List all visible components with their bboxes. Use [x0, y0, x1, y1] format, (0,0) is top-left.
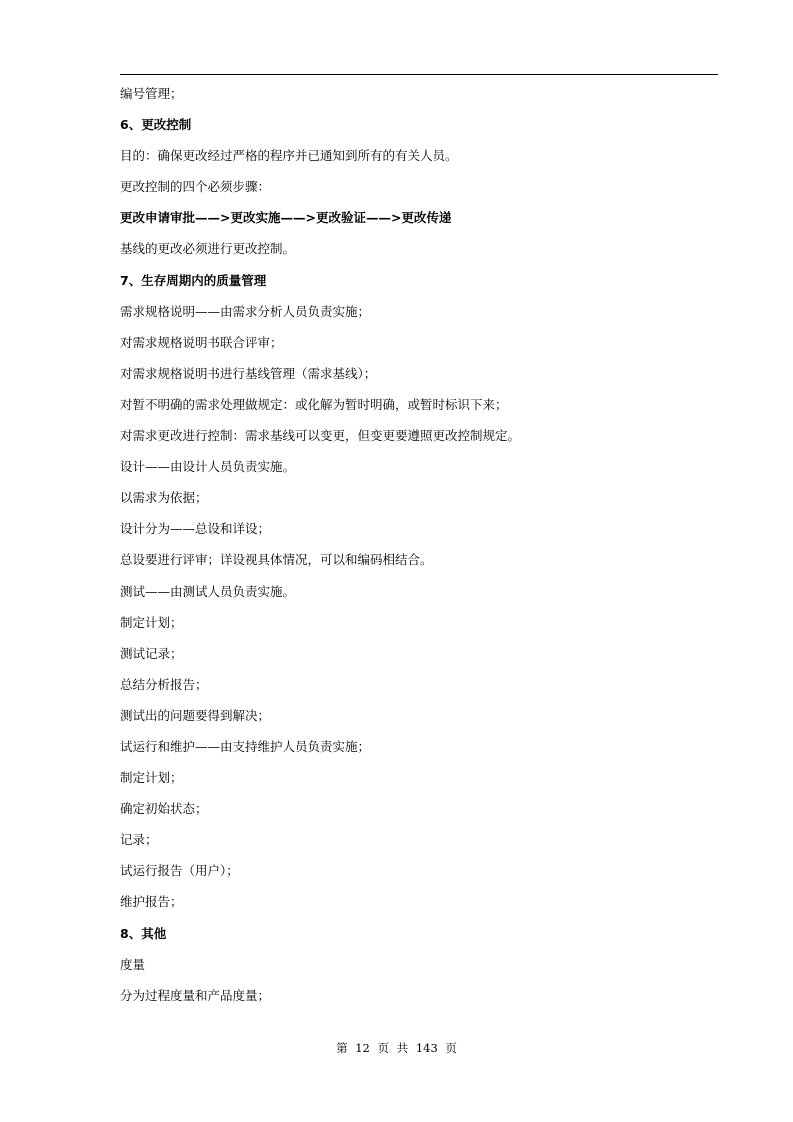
body-paragraph: 对需求规格说明书进行基线管理（需求基线）；	[120, 365, 377, 381]
body-paragraph: 总结分析报告；	[120, 676, 208, 692]
body-paragraph: 测试出的问题要得到解决；	[120, 707, 271, 723]
body-paragraph: 测试——由测试人员负责实施。	[120, 583, 296, 599]
body-paragraph: 设计分为——总设和详设；	[120, 521, 271, 537]
body-paragraph: 以需求为依据；	[120, 490, 208, 506]
body-paragraph: 分为过程度量和产品度量；	[120, 987, 271, 1003]
body-paragraph: 基线的更改必须进行更改控制。	[120, 241, 296, 257]
section-heading: 更改申请审批——>更改实施——>更改验证——>更改传递	[120, 210, 452, 226]
body-paragraph: 度量	[120, 956, 146, 972]
body-paragraph: 维护报告；	[120, 894, 183, 910]
body-paragraph: 确定初始状态；	[120, 801, 208, 817]
body-paragraph: 测试记录；	[120, 645, 183, 661]
body-paragraph: 试运行报告（用户）；	[120, 863, 239, 879]
page-number-footer: 第 12 页 共 143 页	[336, 1041, 457, 1055]
body-paragraph: 目的：确保更改经过严格的程序并已通知到所有的有关人员。	[120, 148, 458, 164]
body-paragraph: 总设要进行评审；详设视具体情况，可以和编码相结合。	[120, 552, 433, 568]
body-paragraph: 更改控制的四个必须步骤：	[120, 179, 271, 195]
body-paragraph: 设计——由设计人员负责实施。	[120, 459, 296, 475]
body-paragraph: 试运行和维护——由支持维护人员负责实施；	[120, 738, 371, 754]
body-paragraph: 制定计划；	[120, 770, 183, 786]
header-rule	[120, 74, 718, 75]
body-paragraph: 制定计划；	[120, 614, 183, 630]
section-heading: 8、其他	[120, 925, 167, 941]
section-heading: 6、更改控制	[120, 117, 192, 133]
body-paragraph: 对暂不明确的需求处理做规定：或化解为暂时明确，或暂时标识下来；	[120, 396, 508, 412]
body-paragraph: 对需求规格说明书联合评审；	[120, 334, 283, 350]
document-body	[120, 78, 718, 1011]
section-heading: 7、生存周期内的质量管理	[120, 272, 267, 288]
body-paragraph: 对需求更改进行控制：需求基线可以变更，但变更要遵照更改控制规定。	[120, 428, 521, 444]
body-paragraph: 记录；	[120, 832, 158, 848]
body-paragraph: 需求规格说明——由需求分析人员负责实施；	[120, 303, 371, 319]
body-paragraph: 编号管理；	[120, 86, 183, 101]
